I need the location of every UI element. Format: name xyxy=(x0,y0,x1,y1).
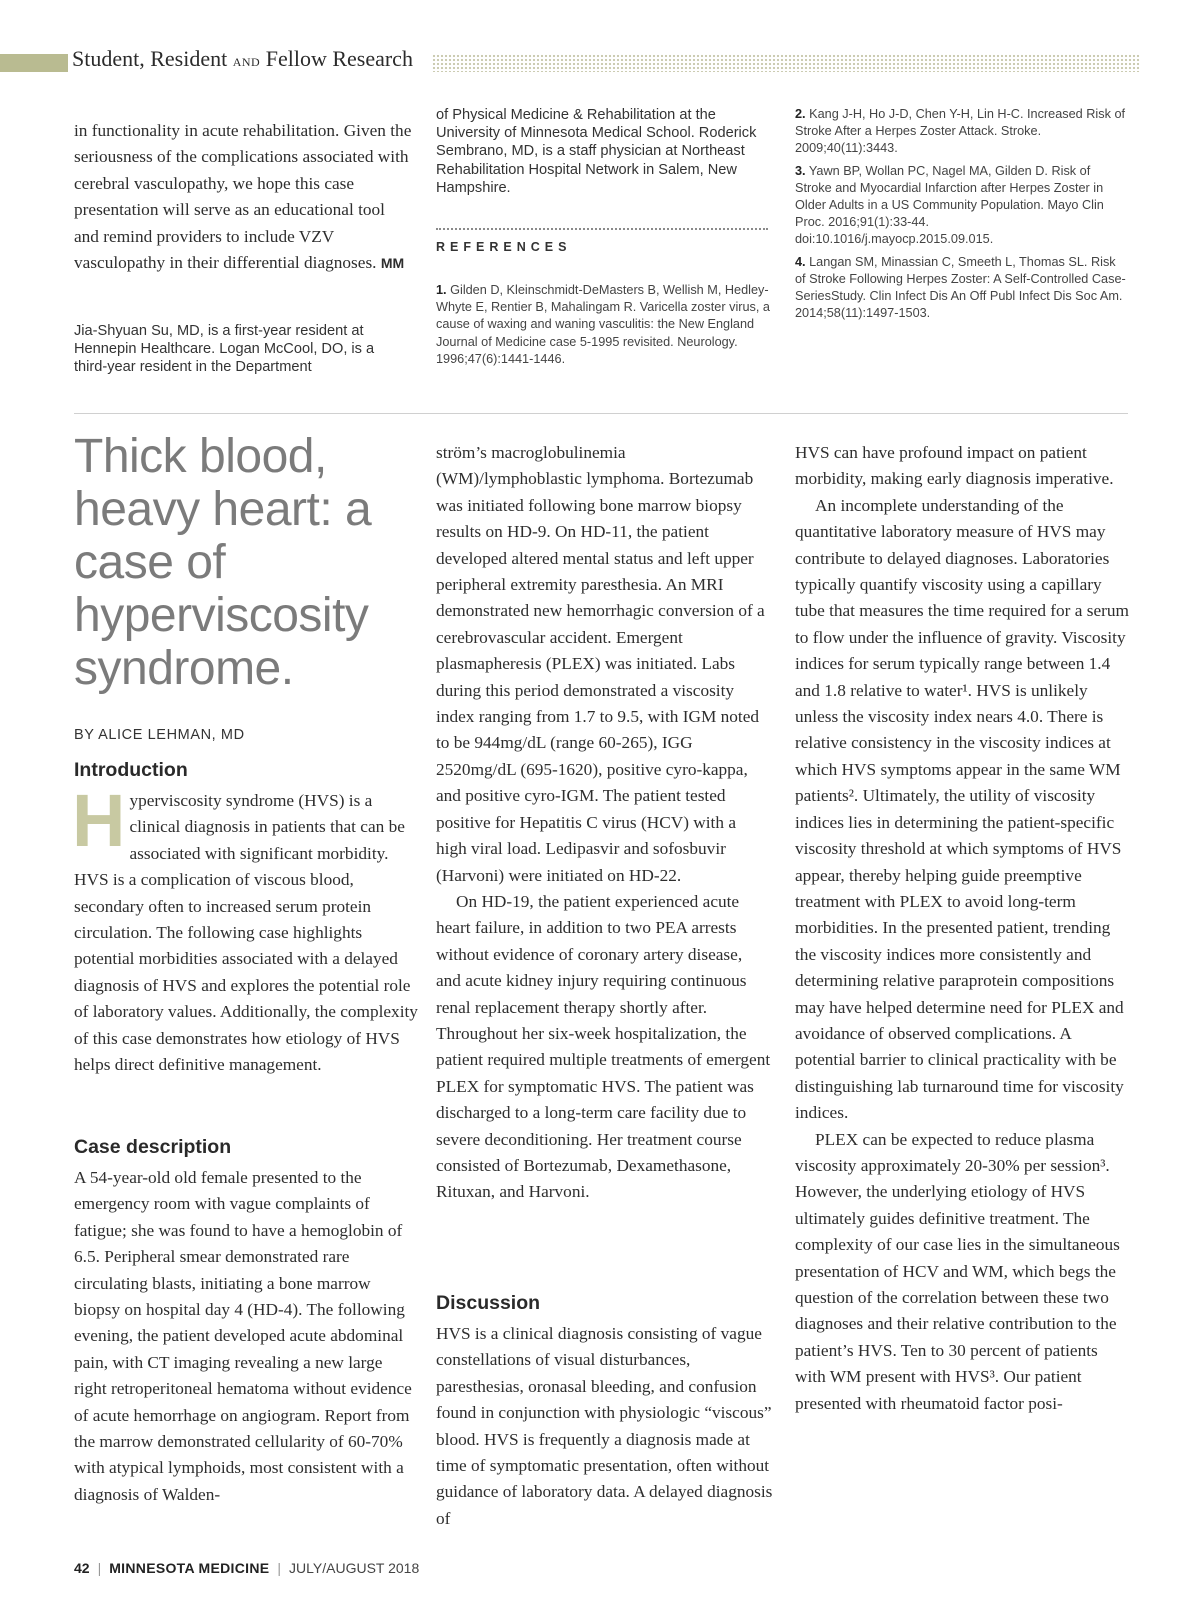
middle-column xyxy=(436,440,771,1206)
case-heading: Case description xyxy=(74,1136,232,1158)
article-title: Thick blood, heavy heart: a case of hyperviscosity syndrome. xyxy=(74,430,372,695)
header-dot-pattern xyxy=(432,54,1140,72)
end-mark: MM xyxy=(380,255,405,272)
right-column xyxy=(795,440,1130,1417)
case-paragraph-continued: ström’s macroglobulinemia (WM)/lymphoblastic lymphoma. Bortezumab was initiated following bone marrow biopsy results on HD-9. On HD-11, the patient developed altered mental status and left upper peripheral extremity paresthesia. An MRI demonstrated new hemorrhagic conversion of a cerebrovascular accident. Emergent plasmapheresis (PLEX) was initiated. Labs during this period demonstrated a viscosity index ranging from 1.7 to 9.5, with IGM noted to be 944mg/dL (range 60-265), IGG 2520mg/dL (695-1620), positive cyro-kappa, and positive cyro-IGM. The patient tested positive for Hepatitis C virus (HCV) with a high viral load. Ledipasvir and sofosbuvir (Harvoni) were initiated on HD-22. xyxy=(436,443,765,885)
issue-date: JULY/AUGUST 2018 xyxy=(289,1560,420,1576)
references-divider xyxy=(436,228,768,230)
discussion-paragraph-3: PLEX can be expected to reduce plasma viscosity approximately 20-30% per session³. However, the underlying etiology of HVS ultimately guides definitive treatment. The complexity of our case lies in the simultaneous presentation of HCV and WM, which begs the question of the correlation between these two diagnoses and their relative contribution to the patient’s HVS. Ten to 30 percent of patients with WM present with HVS³. Our patient presented with rheumatoid factor posi- xyxy=(795,1129,1120,1413)
discussion-paragraph-2: An incomplete understanding of the quantitative laboratory measure of HVS may contribute to delayed diagnoses. Laboratories typically quantify viscosity using a capillary tube that measures the time required for a serum to flow under the influence of gravity. Viscosity indices for serum typically range between 1.4 and 1.8 relative to water¹. HVS is unlikely unless the viscosity index nears 4.0. There is relative consistency in the viscosity indices at which HVS symptoms appear in the same WM patients². Ultimately, the utility of viscosity indices lies in determining the patient-specific viscosity threshold at which symptoms of HVS appear, thereby helping guide preemptive treatment with PLEX to avoid long-term morbidities. In the presented patient, trending the viscosity indices more consistently and determining relative paraprotein compositions may have helped determine need for PLEX and avoidance of observed complications. A potential barrier to clinical practicality with be distinguishing lab turnaround time for viscosity indices. xyxy=(795,495,1129,1123)
references-heading: REFERENCES xyxy=(436,240,572,254)
reference-item: 4. Langan SM, Minassian C, Smeeth L, Thomas SL. Risk of Stroke Following Herpes Zoster: A Self-Controlled Case-SeriesStudy. Clin Infect Dis An Off Publ Infect Dis Soc Am. 2014;58(11):1497-1503. xyxy=(795,254,1126,321)
intro-paragraph xyxy=(72,779,419,1078)
discussion-paragraph: HVS is a clinical diagnosis consisting of vague constellations of visual disturbances, paresthesias, oronasal bleeding, and confusion found in conjunction with physiologic “viscous” blood. HVS is frequently a diagnosis made at time of symptomatic presentation, often without guidance of laboratory data. A delayed diagnosis of xyxy=(436,1324,773,1528)
reference-item: 3. Yawn BP, Wollan PC, Nagel MA, Gilden D. Risk of Stroke and Myocardial Infarction after Herpes Zoster in Older Adults in a US Community Population. Mayo Clin Proc. 2016;91(1):33-44. doi:10.1016/j.mayocp.2015.09.015. xyxy=(795,163,1104,247)
header-title-and: AND xyxy=(232,55,261,69)
discussion-heading: Discussion xyxy=(436,1292,541,1314)
discussion-continued: HVS can have profound impact on patient morbidity, making early diagnosis imperative. xyxy=(795,443,1114,489)
page-footer: 42 | MINNESOTA MEDICINE | JULY/AUGUST 2018 xyxy=(74,1560,420,1576)
author-bio-continued: of Physical Medicine & Rehabilitation at the University of Minnesota Medical School. Roderick Sembrano, MD, is a staff physician at Northeast Rehabilitation Hospital Network in Salem, New Hampshire. xyxy=(436,107,757,196)
section-header xyxy=(72,46,413,72)
case-paragraph-2: On HD-19, the patient experienced acute heart failure, in addition to two PEA arrests without evidence of coronary artery disease, and acute kidney injury requiring continuous renal replacement therapy shortly after. Throughout her six-week hospitalization, the patient required multiple treatments of emergent PLEX for symptomatic HVS. The patient was discharged to a long-term care facility due to severe deconditioning. Her treatment course consisted of Bortezumab, Dexamethasone, Rituxan, and Harvoni. xyxy=(436,891,771,1202)
prev-conclusion-text: in functionality in acute rehabilitation. Given the seriousness of the complications associated with cerebral vasculopathy, we hope this case presentation will serve as an educational tool and remind providers to include VZV vasculopathy in their differential diagnoses. xyxy=(74,121,412,273)
page-number: 42 xyxy=(74,1560,90,1576)
byline: BY ALICE LEHMAN, MD xyxy=(74,727,245,743)
intro-text: yperviscosity syndrome (HVS) is a clinical diagnosis in patients that can be associated with significant morbidity. HVS is a complication of viscous blood, secondary often to increased serum protein circulation. The following case highlights potential morbidities associated with a delayed diagnosis of HVS and explores the potential role of laboratory values. Additionally, the complexity of this case demonstrates how etiology of HVS helps direct definitive management. xyxy=(74,791,418,1075)
author-bio: Jia-Shyuan Su, MD, is a first-year resident at Hennepin Healthcare. Logan McCool, DO, is a third-year resident in the Department xyxy=(74,323,375,375)
magazine-name: MINNESOTA MEDICINE xyxy=(109,1560,270,1576)
intro-heading: Introduction xyxy=(74,759,188,781)
reference-item: 2. Kang J-H, Ho J-D, Chen Y-H, Lin H-C. Increased Risk of Stroke After a Herpes Zoster Attack. Stroke. 2009;40(11):3443. xyxy=(795,107,1126,156)
header-title-part2: Fellow Research xyxy=(265,46,413,71)
drop-cap: H xyxy=(72,779,126,862)
references-list-a xyxy=(436,282,771,373)
section-divider xyxy=(74,413,1128,414)
case-paragraph: A 54-year-old old female presented to the emergency room with vague complaints of fatigue; she was found to have a hemoglobin of 6.5. Peripheral smear demonstrated rare circulating blasts, initiating a bone marrow biopsy on hospital day 4 (HD-4). The following evening, the patient developed acute abdominal pain, with CT imaging revealing a new large right retroperitoneal hematoma without evidence of acute hemorrhage on angiogram. Report from the marrow demonstrated cellularity of 60-70% with atypical lymphoids, most consistent with a diagnosis of Walden- xyxy=(74,1168,412,1504)
header-title-part1: Student, Resident xyxy=(72,46,228,71)
header-accent-bar xyxy=(0,54,68,72)
prev-article-conclusion xyxy=(74,118,414,276)
reference-item: 1. Gilden D, Kleinschmidt-DeMasters B, Wellish M, Hedley-Whyte E, Rentier B, Mahalingam R. Varicella zoster virus, a cause of waxing and waning vasculitis: the New England Journal of Medicine case 5-1995 revisited. Neurology. 1996;47(6):1441-1446. xyxy=(436,283,770,366)
references-list-b xyxy=(795,106,1128,327)
